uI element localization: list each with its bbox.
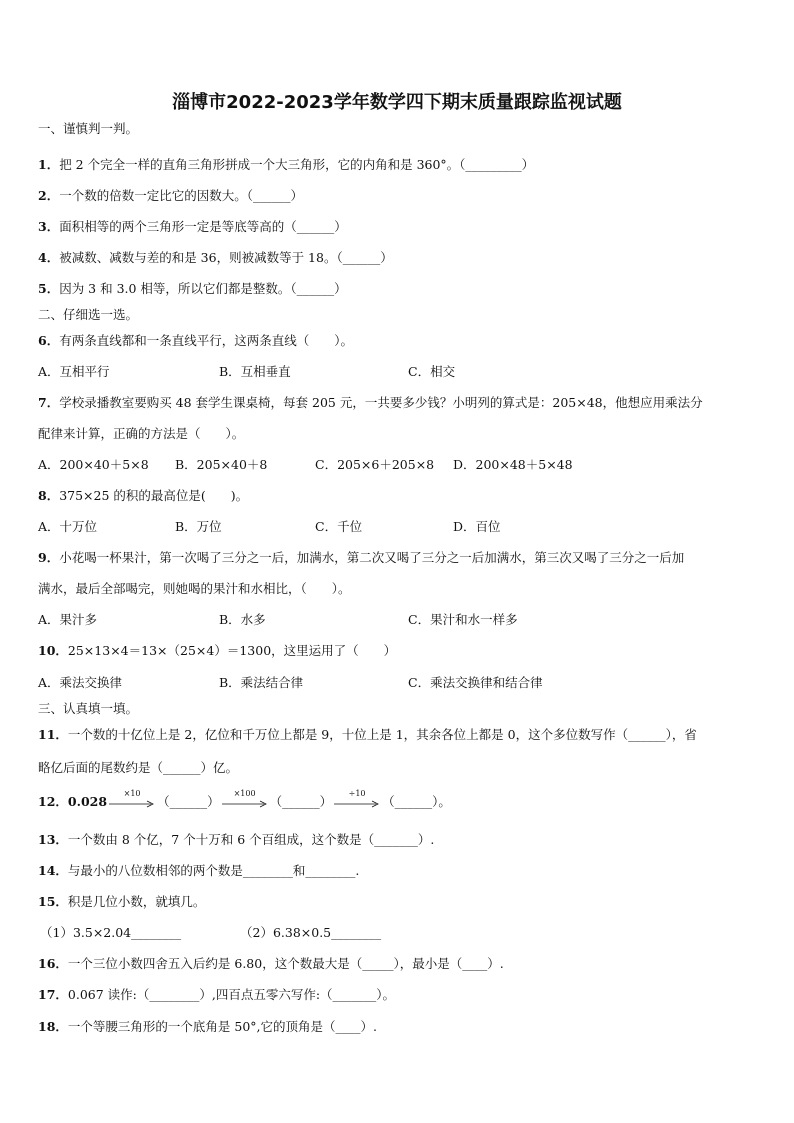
part-1: （1）3.5×2.04________: [40, 925, 182, 940]
question-9-continued: 满水，最后全部喝完，则她喝的果汁和水相比，（ ）。: [38, 581, 351, 596]
question-number: 7．: [38, 395, 60, 410]
option-a: A．200×40＋5×8: [38, 457, 149, 472]
question-text: 一个三位小数四舍五入后约是 6.80，这个数最大是（_____），最小是（____）.: [67, 956, 504, 971]
arrow-times-100: [222, 788, 268, 808]
question-number: 3．: [38, 219, 60, 234]
question-number: 12．: [38, 794, 68, 809]
arrow-times-10: [109, 788, 155, 808]
question-text: 0.067 读作:（________）,四百点五零六写作:（_______）。: [67, 987, 396, 1002]
question-text: 学校录播教室要购买 48 套学生课桌椅，每套 205 元，一共要多少钱？小明列的算式是：205×48，他想应用乘法分: [59, 395, 703, 410]
question-number: 11．: [38, 727, 68, 742]
question-number: 8．: [38, 488, 60, 503]
question-17: [38, 987, 395, 1003]
option-d: D．百位: [453, 519, 501, 534]
question-number: 6．: [38, 333, 60, 348]
option-b: B．乘法结合律: [219, 675, 304, 690]
question-text: 25×13×4＝13×（25×4）＝1300，这里运用了（ ）: [67, 643, 397, 658]
answer-blank: （______）: [269, 794, 333, 809]
question-number: 9．: [38, 550, 60, 565]
option-b: B．205×40＋8: [175, 457, 268, 472]
option-c: C．相交: [408, 364, 456, 379]
section-heading-fill: 三、认真填一填。: [38, 701, 139, 716]
question-8: [38, 488, 248, 504]
question-text: 有两条直线都和一条直线平行，这两条直线（ ）。: [59, 333, 353, 348]
question-text: 一个数由 8 个亿，7 个十万和 6 个百组成，这个数是（_______）.: [67, 832, 435, 847]
question-9: [38, 550, 684, 566]
question-number: 16．: [38, 956, 68, 971]
option-d: D．200×48＋5×48: [453, 457, 573, 472]
question-number: 1．: [38, 157, 60, 172]
section-heading-choose: 二、仔细选一选。: [38, 307, 139, 322]
option-c: C．205×6＋205×8: [315, 457, 435, 472]
option-a: A．十万位: [38, 519, 98, 534]
question-number: 2．: [38, 188, 60, 203]
question-number: 15．: [38, 894, 68, 909]
right-arrow-icon: [222, 800, 268, 808]
question-text: 被减数、减数与差的和是 36，则被减数等于 18。（______）: [59, 250, 393, 265]
question-5: [38, 281, 347, 297]
question-number: 4．: [38, 250, 60, 265]
question-text: 因为 3 和 3.0 相等，所以它们都是整数。（______）: [59, 281, 347, 296]
question-number: 13．: [38, 832, 68, 847]
arrow-label: ÷10: [348, 788, 366, 798]
question-13: [38, 832, 434, 848]
option-c: C．千位: [315, 519, 363, 534]
arrow-label: ×100: [233, 788, 256, 798]
option-c: C．果汁和水一样多: [408, 612, 518, 627]
question-11: [38, 727, 697, 743]
question-text: 375×25 的积的最高位是( )。: [59, 488, 249, 503]
question-text: 一个等腰三角形的一个底角是 50°,它的顶角是（____）.: [67, 1019, 377, 1034]
question-6: [38, 333, 353, 349]
question-text: 积是几位小数，就填几。: [67, 894, 206, 909]
right-arrow-icon: [109, 800, 155, 808]
question-text: 面积相等的两个三角形一定是等底等高的（______）: [59, 219, 347, 234]
question-text: 一个数的十亿位上是 2，亿位和千万位上都是 9，十位上是 1，其余各位上都是 0，这个多位数写作（______），省: [67, 727, 697, 742]
option-a: A．乘法交换律: [38, 675, 123, 690]
question-2: [38, 188, 303, 204]
question-16: [38, 956, 504, 972]
question-text: 与最小的八位数相邻的两个数是________和________.: [67, 863, 360, 878]
question-number: 10．: [38, 643, 68, 658]
question-14: [38, 863, 359, 879]
option-b: B．万位: [175, 519, 222, 534]
question-7: [38, 395, 703, 411]
question-1: [38, 157, 534, 173]
answer-blank: （______）: [157, 794, 220, 809]
start-value: 0.028: [67, 794, 108, 809]
question-number: 14．: [38, 863, 68, 878]
arrow-divide-10: [334, 788, 380, 808]
question-text: 把 2 个完全一样的直角三角形拼成一个大三角形，它的内角和是 360°。（_________）: [59, 157, 535, 172]
arrow-label: ×10: [123, 788, 141, 798]
right-arrow-icon: [334, 800, 380, 808]
answer-blank: （______）。: [382, 794, 451, 809]
question-18: [38, 1019, 377, 1035]
question-4: [38, 250, 393, 266]
option-a: A．互相平行: [38, 364, 110, 379]
question-7-continued: 配律来计算，正确的方法是（ ）。: [38, 426, 245, 441]
question-15: [38, 894, 205, 910]
option-a: A．果汁多: [38, 612, 98, 627]
part-2: （2）6.38×0.5________: [240, 925, 382, 940]
question-number: 17．: [38, 987, 68, 1002]
question-number: 18．: [38, 1019, 68, 1034]
question-text: 小花喝一杯果汁，第一次喝了三分之一后，加满水，第二次又喝了三分之一后加满水，第三次又喝了三分之一后加: [59, 550, 685, 565]
page-title: 淄博市2022-2023学年数学四下期末质量跟踪监视试题: [172, 92, 622, 113]
question-12: [38, 788, 451, 810]
question-10: [38, 643, 396, 659]
question-3: [38, 219, 347, 235]
option-b: B．互相垂直: [219, 364, 291, 379]
question-text: 一个数的倍数一定比它的因数大。（______）: [59, 188, 303, 203]
option-c: C．乘法交换律和结合律: [408, 675, 543, 690]
option-b: B．水多: [219, 612, 266, 627]
question-number: 5．: [38, 281, 60, 296]
section-heading-judge: 一、谨慎判一判。: [38, 121, 139, 136]
question-11-continued: 略亿后面的尾数约是（______）亿。: [38, 760, 239, 775]
